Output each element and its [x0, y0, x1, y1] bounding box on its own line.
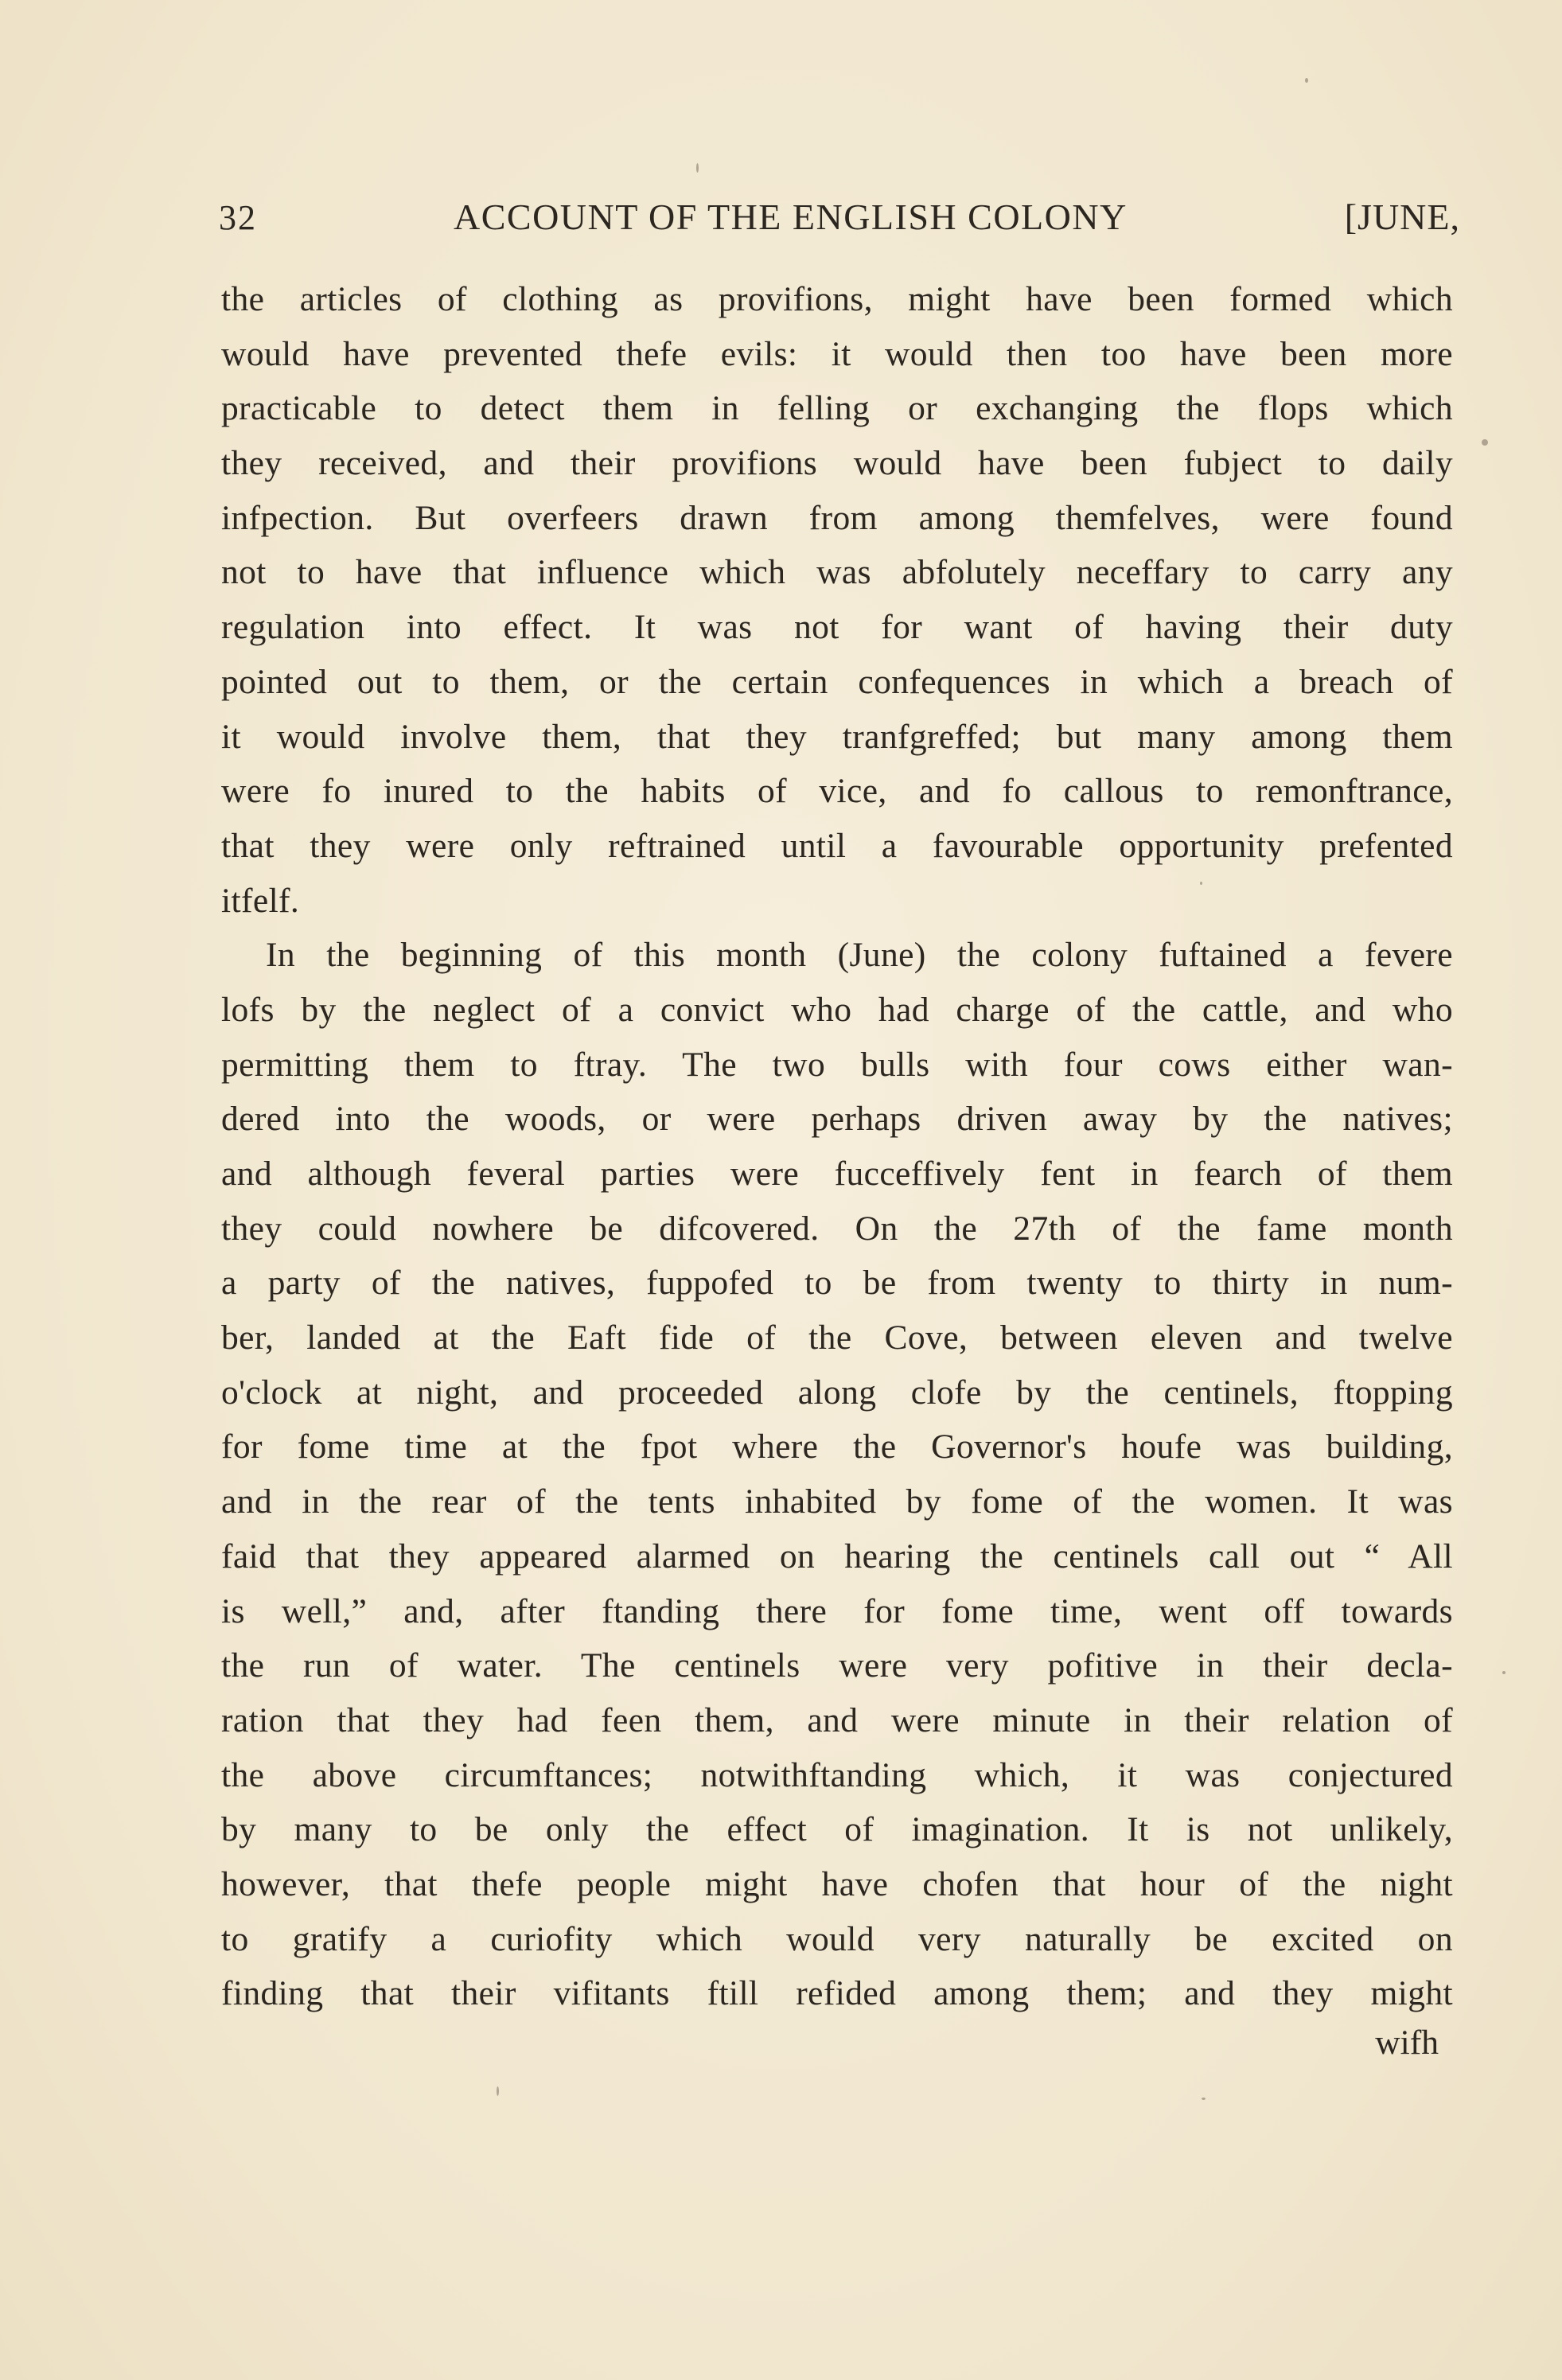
text-line: that they were only reftrained until a favourable opportunity prefented: [221, 826, 1453, 865]
text-line: were fo inured to the habits of vice, and fo callous to remonftrance,: [221, 772, 1453, 811]
paper-speck: [1502, 1671, 1506, 1674]
paper-speck: [1200, 882, 1202, 885]
paragraph-start-line: In the beginning of this month (June) the colony fuftained a fevere: [266, 936, 1453, 975]
text-line: dered into the woods, or were perhaps driven away by the natives;: [221, 1100, 1453, 1139]
text-line: practicable to detect them in felling or exchanging the flops which: [221, 389, 1453, 428]
catchword: wifh: [1375, 2024, 1439, 2062]
text-line: for fome time at the fpot where the Governor's houfe was building,: [221, 1428, 1453, 1467]
text-line: ber, landed at the Eaft fide of the Cove, between eleven and twelve: [221, 1319, 1453, 1357]
text-line: the run of water. The centinels were very pofitive in their decla-: [221, 1646, 1453, 1685]
text-line: ration that they had feen them, and were minute in their relation of: [221, 1700, 1453, 1739]
text-line: pointed out to them, or the certain confequences in which a breach of: [221, 662, 1453, 701]
text-line: they could nowhere be difcovered. On the 27th of the fame month: [221, 1209, 1453, 1248]
text-line: infpection. But overfeers drawn from among themfelves, were found: [221, 498, 1453, 537]
text-line: the articles of clothing as provifions, might have been formed which: [221, 280, 1453, 318]
text-line: it would involve them, that they tranfgreffed; but many among them: [221, 717, 1453, 756]
text-line: lofs by the neglect of a convict who had charge of the cattle, and who: [221, 990, 1453, 1029]
paragraph-end-line: itfelf.: [221, 881, 300, 920]
paper-speck: [497, 2086, 499, 2096]
text-line: and in the rear of the tents inhabited by fome of the women. It was: [221, 1482, 1453, 1521]
body-text: [221, 272, 1453, 2021]
text-line: they received, and their provifions would have been fubject to daily: [221, 444, 1453, 483]
text-line: by many to be only the effect of imagination. It is not unlikely,: [221, 1810, 1453, 1849]
header-month: [JUNE,: [1344, 197, 1460, 237]
text-line: however, that thefe people might have chofen that hour of the night: [221, 1864, 1453, 1903]
paper-speck: [1305, 78, 1308, 83]
paper-speck: [1482, 439, 1488, 446]
text-line: faid that they appeared alarmed on hearing the centinels call out “ All: [221, 1537, 1453, 1576]
text-line: the above circumftances; notwithftanding which, it was conjectured: [221, 1755, 1453, 1794]
text-line: regulation into effect. It was not for want of having their duty: [221, 608, 1453, 647]
text-line: to gratify a curiofity which would very naturally be excited on: [221, 1919, 1453, 1958]
text-line: not to have that influence which was abfolutely neceffary to carry any: [221, 553, 1453, 592]
paper-speck: [1202, 2098, 1206, 2100]
text-line: and although feveral parties were fucceffively fent in fearch of them: [221, 1155, 1453, 1193]
text-line: o'clock at night, and proceeded along clofe by the centinels, ftopping: [221, 1373, 1453, 1412]
paper-speck: [696, 163, 699, 173]
text-line: is well,” and, after ftanding there for fome time, went off towards: [221, 1591, 1453, 1630]
text-line: finding that their vifitants ftill refided among them; and they might: [221, 1974, 1453, 2013]
text-line: a party of the natives, fuppofed to be from twenty to thirty in num-: [221, 1264, 1453, 1303]
page-header: [219, 189, 1460, 245]
text-line: permitting them to ftray. The two bulls with four cows either wan-: [221, 1045, 1453, 1084]
page-number: 32: [219, 198, 257, 237]
text-line: would have prevented thefe evils: it would then too have been more: [221, 334, 1453, 373]
running-head: ACCOUNT OF THE ENGLISH COLONY: [454, 197, 1128, 237]
